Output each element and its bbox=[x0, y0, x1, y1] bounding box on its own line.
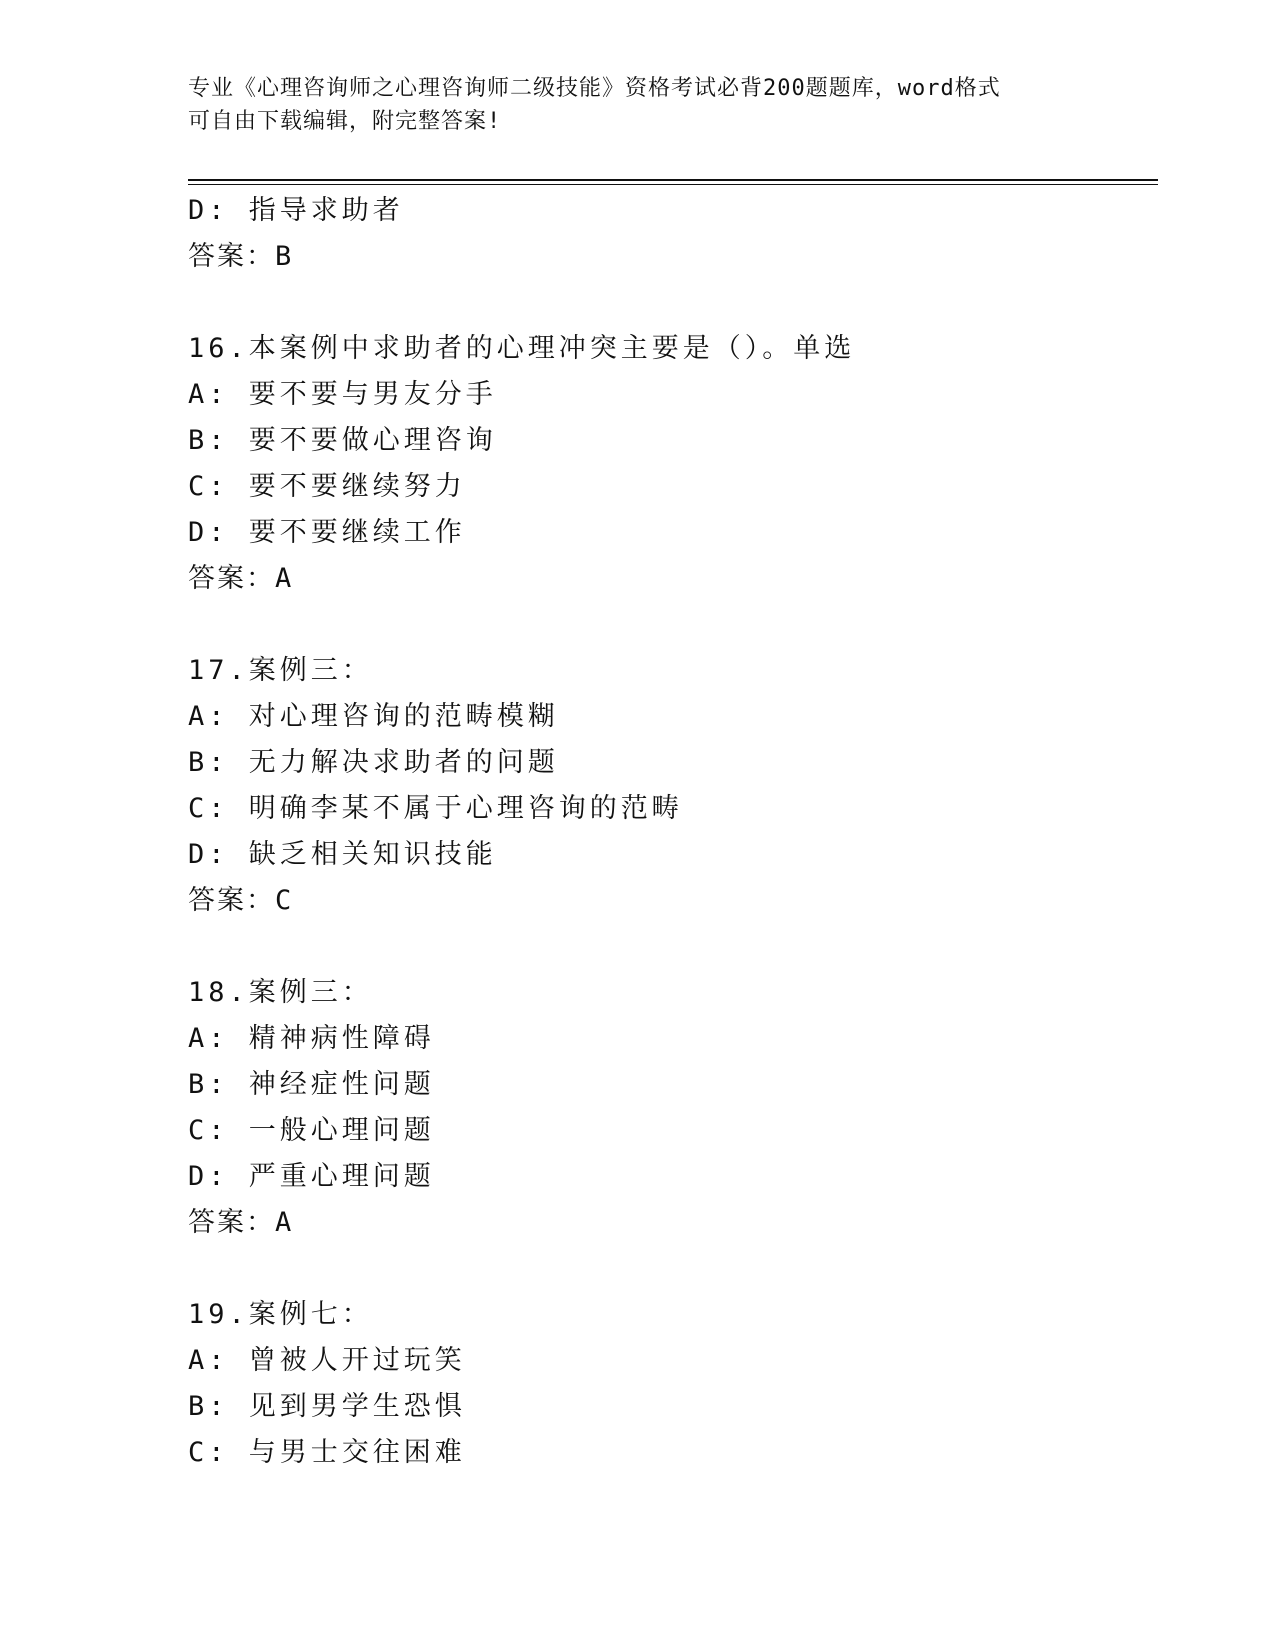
question-list bbox=[188, 188, 1168, 1476]
document-header bbox=[188, 72, 1088, 138]
answer-value: A bbox=[275, 563, 294, 594]
option-b: B: 无力解决求助者的问题 bbox=[188, 747, 559, 778]
option-c: C: 与男士交往困难 bbox=[188, 1437, 466, 1468]
option-d: D: 指导求助者 bbox=[188, 195, 404, 226]
question-17 bbox=[188, 648, 1168, 924]
option-b: B: 见到男学生恐惧 bbox=[188, 1391, 466, 1422]
answer-value: C bbox=[275, 885, 294, 916]
answer-label: 答案： bbox=[188, 241, 275, 272]
answer-line bbox=[188, 234, 1168, 280]
header-title-line-2: 可自由下载编辑，附完整答案! bbox=[188, 109, 502, 134]
option-b: B: 要不要做心理咨询 bbox=[188, 425, 497, 456]
spacer bbox=[188, 924, 1168, 970]
question-stem: 19.案例七： bbox=[188, 1299, 373, 1330]
option-a: A: 精神病性障碍 bbox=[188, 1023, 435, 1054]
question-16 bbox=[188, 326, 1168, 602]
header-rule-thick bbox=[188, 179, 1158, 181]
answer-label: 答案： bbox=[188, 885, 275, 916]
option-c: C: 一般心理问题 bbox=[188, 1115, 435, 1146]
question-stem: 16.本案例中求助者的心理冲突主要是（）。单选 bbox=[188, 333, 856, 364]
answer-label: 答案： bbox=[188, 1207, 275, 1238]
option-a: A: 曾被人开过玩笑 bbox=[188, 1345, 466, 1376]
option-d: D: 严重心理问题 bbox=[188, 1161, 435, 1192]
option-a: A: 对心理咨询的范畴模糊 bbox=[188, 701, 559, 732]
answer-line bbox=[188, 878, 1168, 924]
spacer bbox=[188, 280, 1168, 326]
spacer bbox=[188, 1246, 1168, 1292]
question-stem: 17.案例三： bbox=[188, 655, 373, 686]
spacer bbox=[188, 602, 1168, 648]
question-stem: 18.案例三： bbox=[188, 977, 373, 1008]
answer-value: B bbox=[275, 241, 294, 272]
option-d: D: 缺乏相关知识技能 bbox=[188, 839, 497, 870]
option-d: D: 要不要继续工作 bbox=[188, 517, 466, 548]
header-title-line-1: 专业《心理咨询师之心理咨询师二级技能》资格考试必背200题题库，word格式 bbox=[188, 76, 1001, 101]
header-rule-thin bbox=[188, 184, 1158, 185]
question-19 bbox=[188, 1292, 1168, 1476]
answer-label: 答案： bbox=[188, 563, 275, 594]
question-18 bbox=[188, 970, 1168, 1246]
answer-value: A bbox=[275, 1207, 294, 1238]
option-c: C: 明确李某不属于心理咨询的范畴 bbox=[188, 793, 683, 824]
answer-line bbox=[188, 1200, 1168, 1246]
option-b: B: 神经症性问题 bbox=[188, 1069, 435, 1100]
answer-line bbox=[188, 556, 1168, 602]
option-a: A: 要不要与男友分手 bbox=[188, 379, 497, 410]
option-c: C: 要不要继续努力 bbox=[188, 471, 466, 502]
question-carryover bbox=[188, 188, 1168, 280]
